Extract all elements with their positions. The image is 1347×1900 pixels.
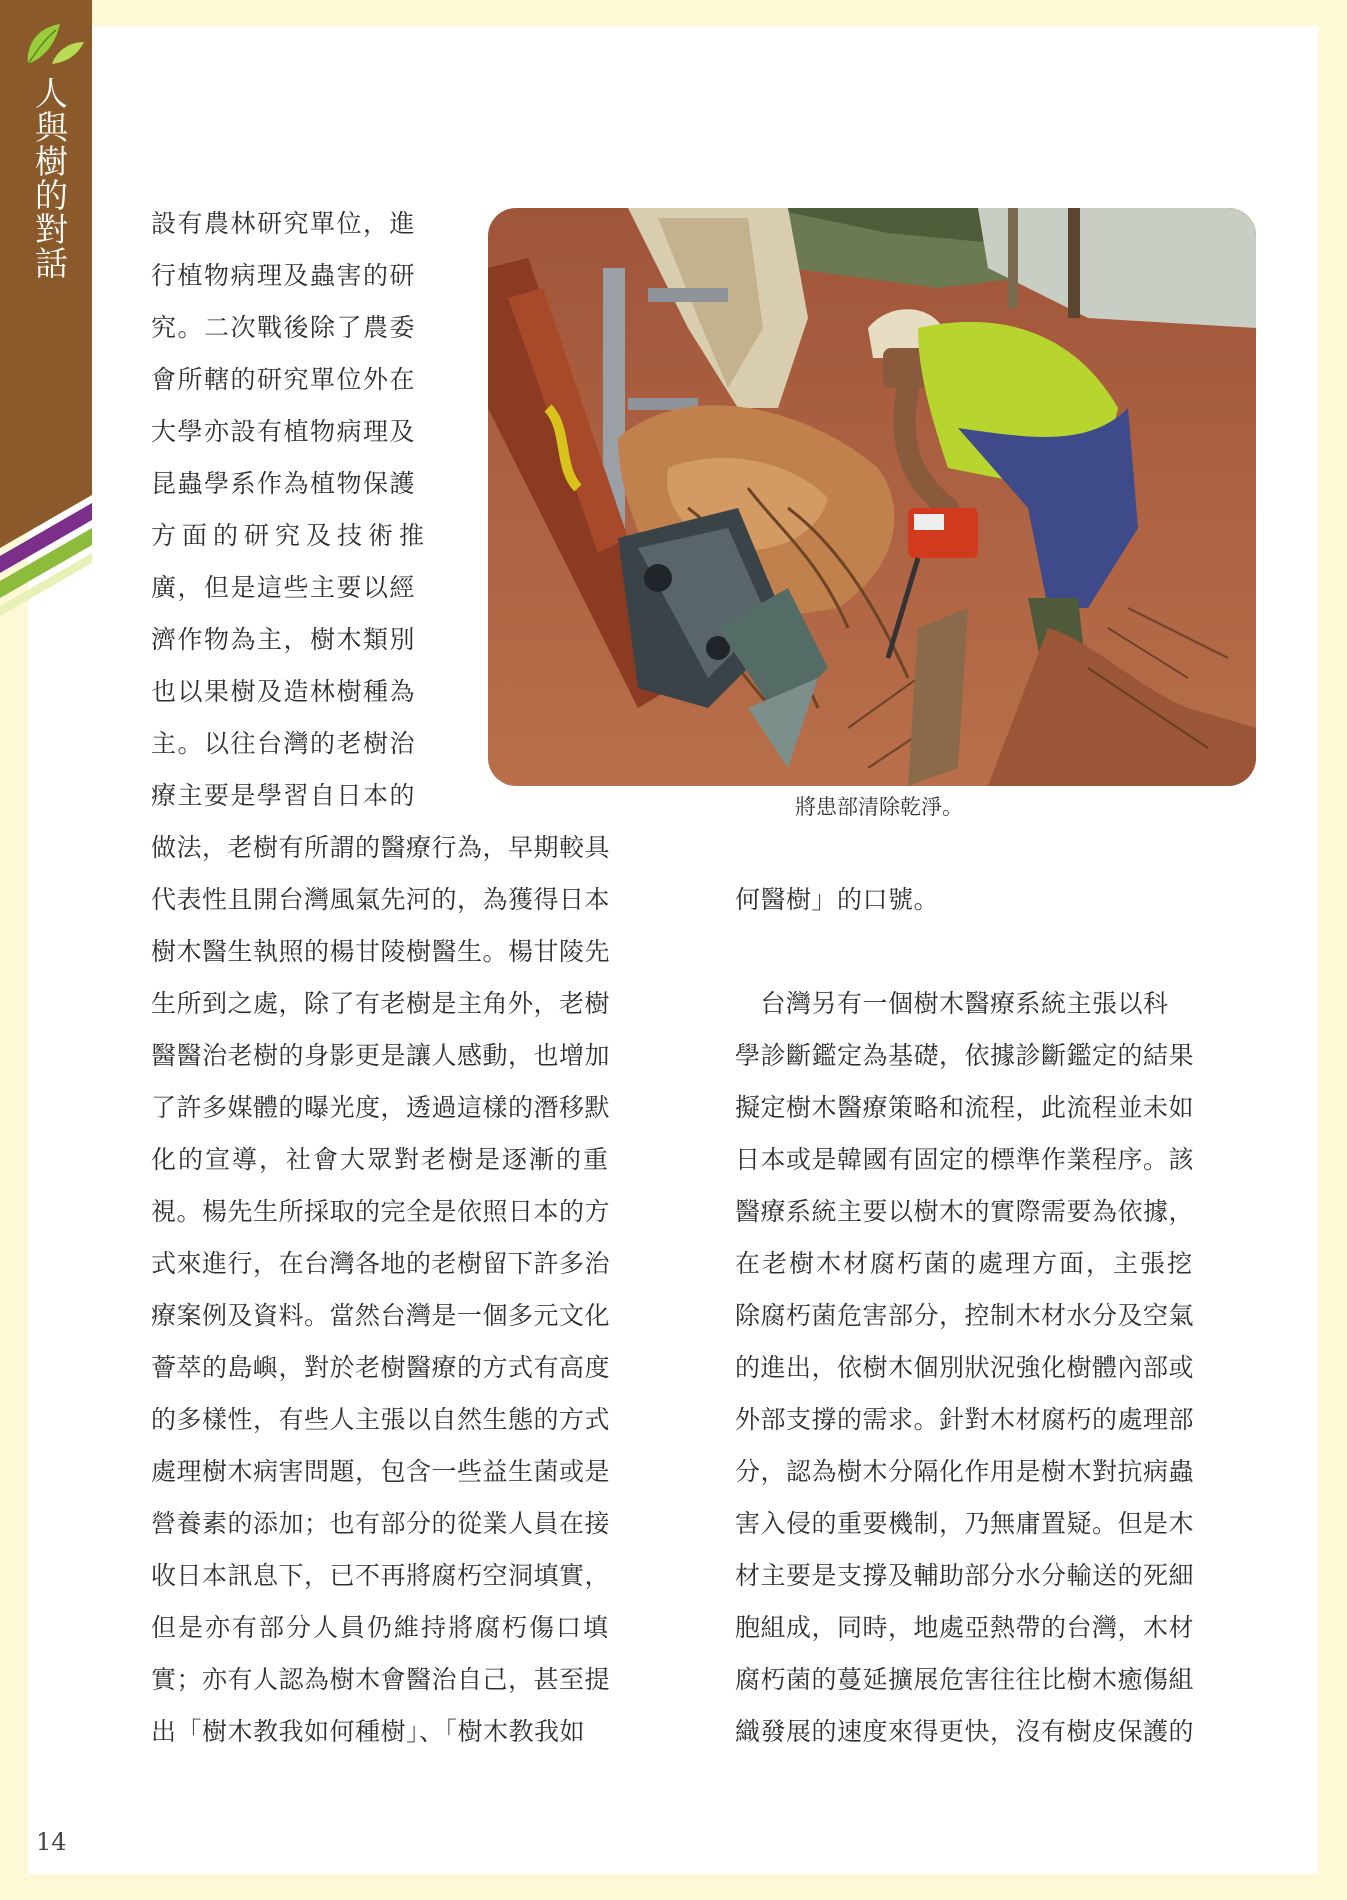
left-line: 了許多媒體的曝光度，透過這樣的潛移默 [151, 1093, 611, 1122]
left-line: 主。以往台灣的老樹治 [151, 729, 417, 758]
left-line: 廣，但是這些主要以經 [151, 573, 417, 602]
left-line: 也以果樹及造林樹種為 [151, 677, 417, 706]
left-line: 設有農林研究單位，進 [151, 209, 417, 238]
left-line: 昆蟲學系作為植物保護 [151, 469, 417, 498]
left-line: 樹木醫生執照的楊甘陵樹醫生。楊甘陵先 [151, 937, 611, 966]
left-line: 方面的研究及技術推 [151, 521, 431, 550]
left-line: 出「樹木教我如何種樹」、「樹木教我如 [151, 1717, 586, 1746]
left-line: 會所轄的研究單位外在 [151, 365, 417, 394]
right-line: 分，認為樹木分隔化作用是樹木對抗病蟲 [735, 1457, 1195, 1486]
left-line: 營養素的添加；也有部分的從業人員在接 [151, 1509, 611, 1538]
left-line: 療案例及資料。當然台灣是一個多元文化 [151, 1301, 611, 1330]
left-line: 視。楊先生所採取的完全是依照日本的方 [151, 1197, 611, 1226]
page-number: 14 [36, 1828, 67, 1856]
left-line: 大學亦設有植物病理及 [151, 417, 417, 446]
right-line: 害入侵的重要機制，乃無庸置疑。但是木 [735, 1509, 1195, 1538]
right-line-continuation: 何醫樹」的口號。 [735, 885, 940, 914]
left-line: 式來進行，在台灣各地的老樹留下許多治 [151, 1249, 611, 1278]
left-line: 行植物病理及蟲害的研 [151, 261, 417, 290]
right-line: 醫療系統主要以樹木的實際需要為依據， [735, 1197, 1195, 1226]
left-line: 實；亦有人認為樹木會醫治自己，甚至提 [151, 1665, 611, 1694]
left-line: 收日本訊息下，已不再將腐朽空洞填實， [151, 1561, 611, 1590]
left-line: 的多樣性，有些人主張以自然生態的方式 [151, 1405, 611, 1434]
right-line: 擬定樹木醫療策略和流程，此流程並未如 [735, 1093, 1195, 1122]
right-line: 除腐朽菌危害部分，控制木材水分及空氣 [735, 1301, 1195, 1330]
left-line: 化的宣導，社會大眾對老樹是逐漸的重 [151, 1145, 611, 1174]
right-line: 台灣另有一個樹木醫療系統主張以科 [735, 989, 1169, 1018]
left-line: 濟作物為主，樹木類別 [151, 625, 417, 654]
left-line: 薈萃的島嶼，對於老樹醫療的方式有高度 [151, 1353, 611, 1382]
left-line: 代表性且開台灣風氣先河的，為獲得日本 [151, 885, 611, 914]
left-line: 療主要是學習自日本的 [151, 781, 417, 810]
right-line: 外部支撐的需求。針對木材腐朽的處理部 [735, 1405, 1195, 1434]
photo-caption: 將患部清除乾淨。 [795, 795, 963, 819]
side-tab-title: 人與樹的對話 [30, 76, 69, 280]
left-line: 做法，老樹有所謂的醫療行為，早期較具 [151, 833, 611, 862]
right-line: 材主要是支撐及輔助部分水分輸送的死細 [735, 1561, 1195, 1590]
left-line: 醫醫治老樹的身影更是讓人感動，也增加 [151, 1041, 611, 1070]
right-line: 的進出，依樹木個別狀況強化樹體內部或 [735, 1353, 1195, 1382]
right-line: 日本或是韓國有固定的標準作業程序。該 [735, 1145, 1195, 1174]
right-line: 胞組成，同時，地處亞熱帶的台灣，木材 [735, 1613, 1195, 1642]
left-line: 處理樹木病害問題，包含一些益生菌或是 [151, 1457, 611, 1486]
right-line: 織發展的速度來得更快，沒有樹皮保護的 [735, 1717, 1195, 1746]
left-line: 生所到之處，除了有老樹是主角外，老樹 [151, 989, 611, 1018]
left-line: 究。二次戰後除了農委 [151, 313, 417, 342]
left-line: 但是亦有部分人員仍維持將腐朽傷口填 [151, 1613, 611, 1642]
right-line: 學診斷鑑定為基礎，依據診斷鑑定的結果 [735, 1041, 1195, 1070]
right-line: 腐朽菌的蔓延擴展危害往往比樹木癒傷組 [735, 1665, 1195, 1694]
right-line: 在老樹木材腐朽菌的處理方面，主張挖 [735, 1249, 1195, 1278]
